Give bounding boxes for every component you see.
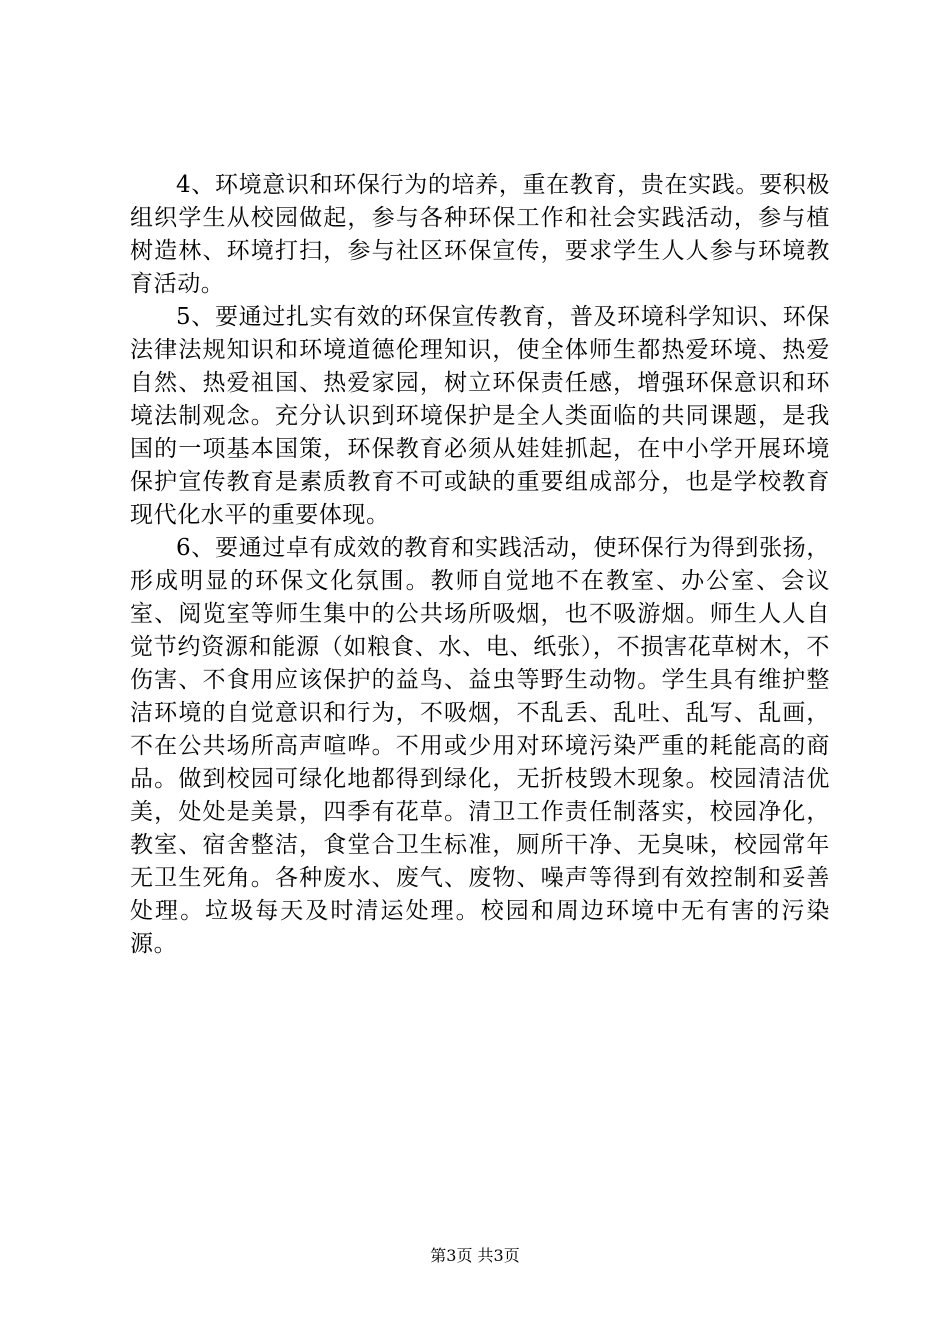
paragraph-6: 6、要通过卓有成效的教育和实践活动，使环保行为得到张扬，形成明显的环保文化氛围。教师自觉地不在教室、办公室、会议室、阅览室等师生集中的公共场所吸烟，也不吸游烟。师生人人自觉节约资源和能源（如粮食、水、电、纸张），不损害花草树木，不伤害、不食用应该保护的益鸟、益虫等野生动物。学生具有维护整洁环境的自觉意识和行为，不吸烟，不乱丢、乱吐、乱写、乱画，不在公共场所高声喧哗。不用或少用对环境污染严重的耗能高的商品。做到校园可绿化地都得到绿化，无折枝毁木现象。校园清洁优美，处处是美景，四季有花草。清卫工作责任制落实，校园净化，教室、宿舍整洁，食堂合卫生标准，厕所干净、无臭味，校园常年无卫生死角。各种废水、废气、废物、噪声等得到有效控制和妥善处理。垃圾每天及时清运处理。校园和周边环境中无有害的污染源。 [130,535,830,957]
document-body [130,169,830,961]
paragraph-5: 5、要通过扎实有效的环保宣传教育，普及环境科学知识、环保法律法规知识和环境道德伦理知识，使全体师生都热爱环境、热爱自然、热爱祖国、热爱家园，树立环保责任感，增强环保意识和环境法制观念。充分认识到环境保护是全人类面临的共同课题，是我国的一项基本国策，环保教育必须从娃娃抓起，在中小学开展环境保护宣传教育是素质教育不可或缺的重要组成部分，也是学校教育现代化水平的重要体现。 [130,304,830,528]
page-footer: 第3页 共3页 [430,1246,520,1265]
paragraph-4: 4、环境意识和环保行为的培养，重在教育，贵在实践。要积极组织学生从校园做起，参与各种环保工作和社会实践活动，参与植树造林、环境打扫，参与社区环保宣传，要求学生人人参与环境教育活动。 [130,172,830,297]
